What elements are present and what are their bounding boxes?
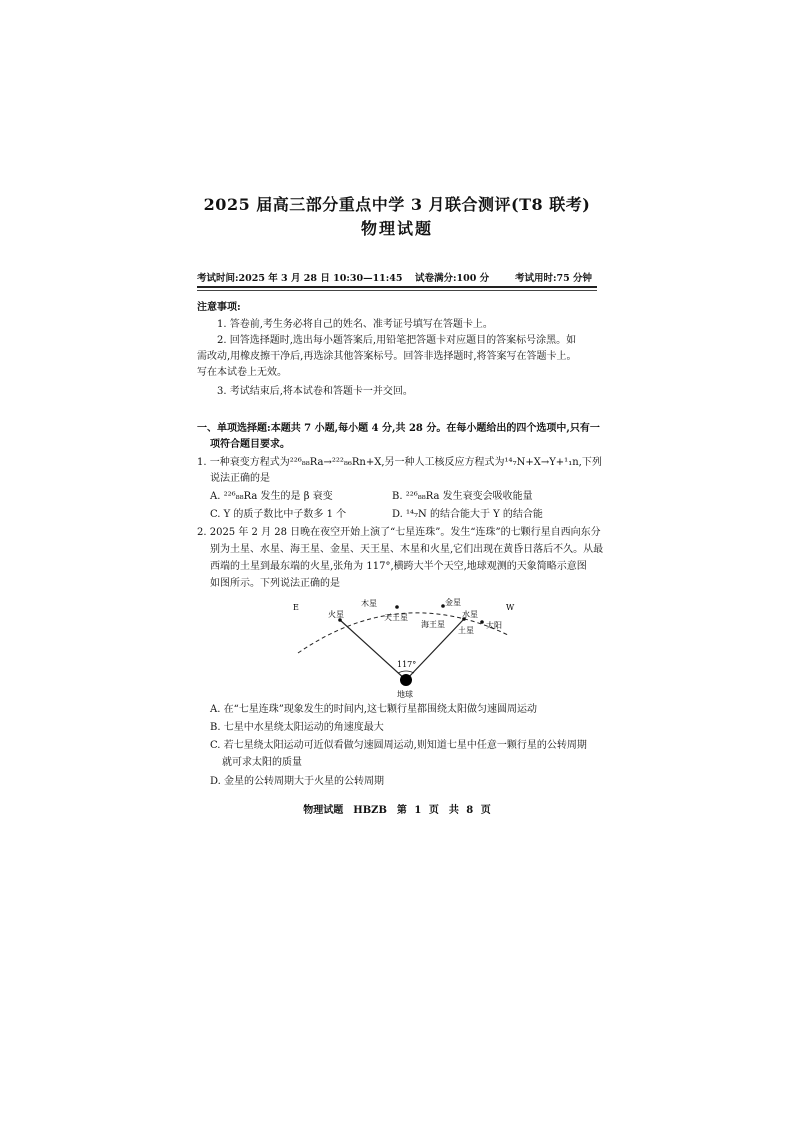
question-2-option-c: C. 若七星绕太阳运动可近似看做匀速圆周运动,则知道七星中任意一颗行星的公转周期 <box>210 740 587 751</box>
notice-item-2: 2. 回答选择题时,选出每小题答案后,用铅笔把答题卡对应题目的答案标号涂黑。如 <box>217 335 577 346</box>
notice-heading: 注意事项: <box>197 302 241 313</box>
question-1-stem-cont: 说法正确的是 <box>210 473 270 484</box>
earth-label: 地球 <box>397 690 413 699</box>
question-2-option-a: A. 在“七星连珠”现象发生的时间内,这七颗行星都围绕太阳做匀速圆周运动 <box>210 704 537 715</box>
neptune-label: 海王星 <box>421 620 445 629</box>
header-rule-thin <box>197 290 597 291</box>
sight-line-mars <box>340 620 406 680</box>
notice-item-1: 1. 答卷前,考生务必将自己的姓名、准考证号填写在答题卡上。 <box>217 319 493 330</box>
section-heading-cont: 项符合题目要求。 <box>210 439 290 450</box>
mars-label: 火星 <box>328 610 344 619</box>
earth-icon <box>400 674 412 686</box>
jupiter-label: 木星 <box>361 599 377 608</box>
notice-item-2-cont: 需改动,用橡皮擦干净后,再选涂其他答案标号。回答非选择题时,将答案写在答题卡上。 <box>197 351 577 362</box>
exam-time: 考试时间:2025 年 3 月 28 日 10:30—11:45 <box>197 273 403 284</box>
mercury-label: 水星 <box>462 610 478 619</box>
question-1-option-d: D. ¹⁴₇N 的结合能大于 Y 的结合能 <box>392 509 543 520</box>
question-2-stem: 2. 2025 年 2 月 28 日晚在夜空开始上演了“七星连珠”。发生“连珠”的七颗行星自西向东分 <box>197 527 601 538</box>
venus-label: 金星 <box>445 598 461 607</box>
notice-item-3: 3. 考试结束后,将本试卷和答题卡一并交回。 <box>217 386 413 397</box>
planet-alignment-figure <box>280 593 520 703</box>
angle-label: 117° <box>397 660 417 669</box>
exam-subject: 物理试题 <box>360 219 433 238</box>
question-2-option-b: B. 七星中水星绕太阳运动的角速度最大 <box>210 722 384 733</box>
question-1-option-b: B. ²²⁶₈₈Ra 发生衰变会吸收能量 <box>392 491 533 502</box>
question-2-stem-cont2: 西端的土星到最东端的火星,张角为 117°,横跨大半个天空,地球观测的天象简略示意图 <box>210 561 587 572</box>
exam-duration: 考试用时:75 分钟 <box>515 273 593 284</box>
exam-title: 2025 届高三部分重点中学 3 月联合测评(T8 联考) <box>203 195 591 214</box>
section-heading: 一、单项选择题:本题共 7 小题,每小题 4 分,共 28 分。在每小题给出的四个选项中,只有一 <box>197 423 600 434</box>
page-footer: 物理试题 HBZB 第 1 页 共 8 页 <box>303 805 491 816</box>
question-1-option-c: C. Y 的质子数比中子数多 1 个 <box>210 509 347 520</box>
question-1-option-a: A. ²²⁶₈₈Ra 发生的是 β 衰变 <box>210 491 333 502</box>
exam-full-score: 试卷满分:100 分 <box>415 273 490 284</box>
angle-arc <box>398 671 414 673</box>
notice-item-2-cont2: 写在本试卷上无效。 <box>197 367 287 378</box>
uranus-dot <box>395 605 399 609</box>
question-2-option-c-cont: 就可求太阳的质量 <box>222 757 302 768</box>
question-1-stem: 1. 一种衰变方程式为²²⁶₈₈Ra→²²²₈₆Rn+X,另一种人工核反应方程式为¹⁴₇N+X→Y+¹₁n,下列 <box>197 457 602 468</box>
question-2-option-d: D. 金星的公转周期大于火星的公转周期 <box>210 776 385 787</box>
west-label: W <box>506 603 515 612</box>
sun-label: 太阳 <box>486 621 502 630</box>
question-2-stem-cont3: 如图所示。下列说法正确的是 <box>210 578 340 589</box>
sun-dot <box>480 620 484 624</box>
east-label: E <box>293 603 299 612</box>
header-rule <box>197 286 597 288</box>
uranus-label: 天王星 <box>384 613 408 622</box>
question-2-stem-cont: 别为土星、水星、海王星、金星、天王星、木星和火星,它们出现在黄昏日落后不久。从最 <box>210 544 604 555</box>
saturn-label: 土星 <box>458 626 474 635</box>
